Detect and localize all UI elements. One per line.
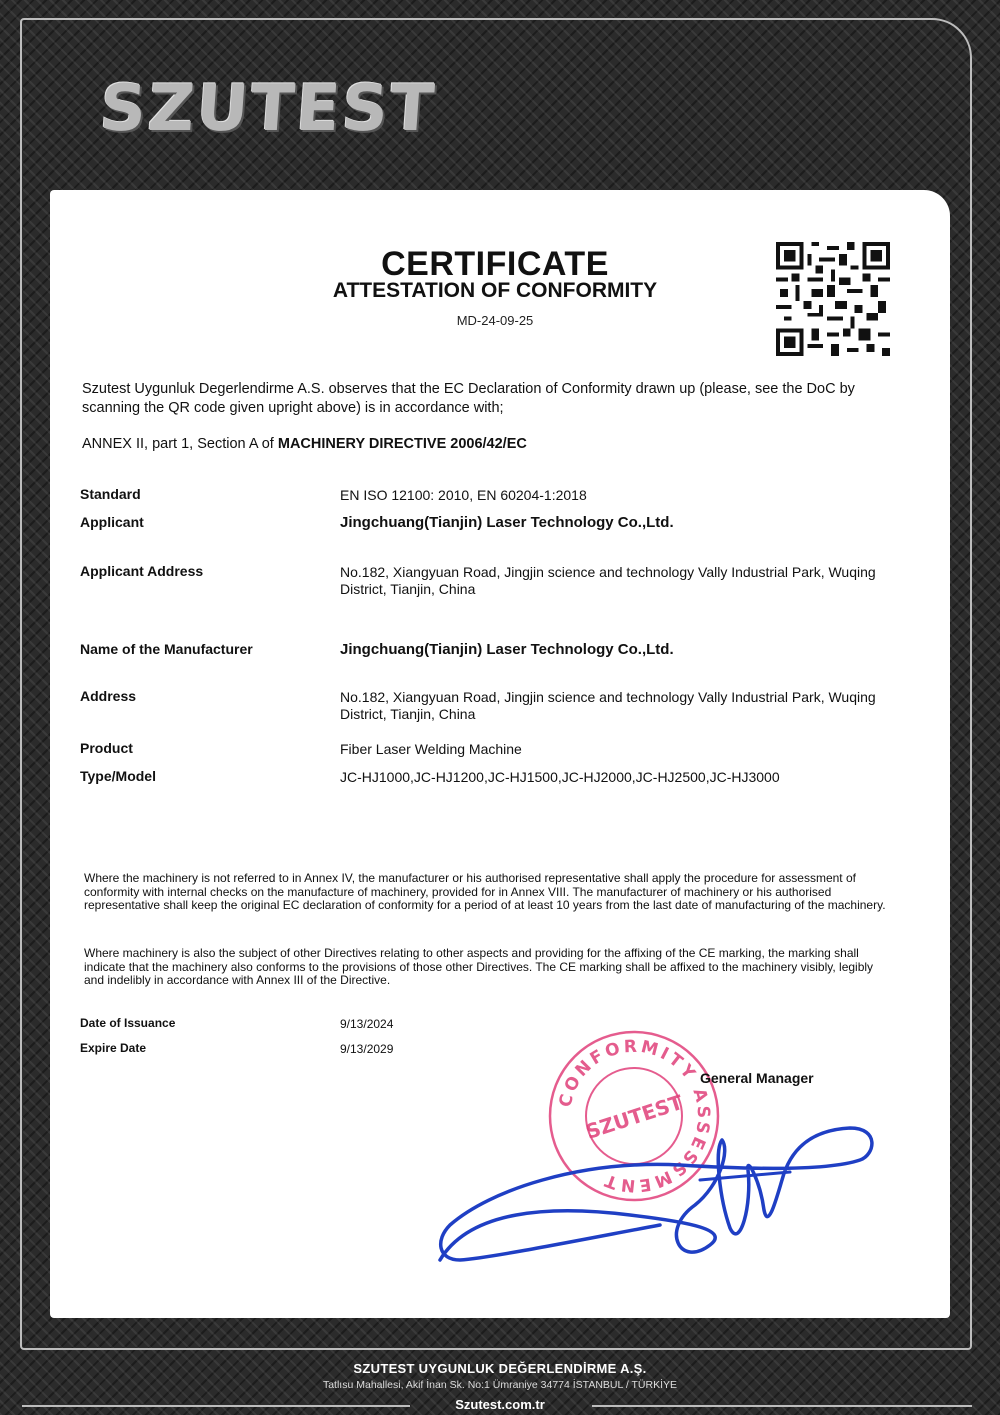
certificate-subtitle: ATTESTATION OF CONFORMITY <box>332 279 658 302</box>
footer-company: SZUTEST UYGUNLUK DEĞERLENDİRME A.Ş. <box>353 1361 647 1376</box>
standard-label: Standard <box>80 486 141 502</box>
directive-name: MACHINERY DIRECTIVE 2006/42/EC <box>277 436 527 452</box>
model-label: Type/Model <box>80 768 156 784</box>
expire-value: 9/13/2029 <box>340 1042 394 1056</box>
stamp-ring-text: CONFORMITY ASSESSMENT <box>555 1036 714 1196</box>
signature-icon <box>430 1110 880 1270</box>
intro-text: Szutest Uygunluk Degerlendirme A.S. observes that the EC Declaration of Conformity drawn up (please, see the DoC by scanning the QR code given upright above) is in accordance with; <box>82 381 855 416</box>
conformity-paragraph-1: Where the machinery is not referred to in Annex IV, the manufacturer or his authorised representative shall apply the procedure for assessment of conformity with internal checks on the manufacture of machinery, provided for in Annex VIII. The manufacturer of machinery or his authorised representative shall keep the original EC declaration of conformity for a period of at least 10 years from the last date of manufacturing of the machinery. <box>84 871 886 913</box>
applicant-address-label: Applicant Address <box>80 563 204 579</box>
footer-divider-right <box>592 1405 972 1407</box>
issuance-value: 9/13/2024 <box>340 1017 394 1031</box>
conformity-paragraph-2: Where machinery is also the subject of other Directives relating to other aspects and providing for the affixing of the CE marking, the marking shall indicate that the machinery also conforms to the provisions of those other Directives. The CE marking shall be affixed to the machinery visibly, legibly and indelibly in accordance with Annex III of the Directive. <box>84 946 874 988</box>
footer-address: Tatlısu Mahallesi, Akif İnan Sk. No:1 Ümraniye 34774 İSTANBUL / TÜRKİYE <box>322 1379 678 1391</box>
product-label: Product <box>80 740 133 756</box>
applicant-label: Applicant <box>80 514 144 530</box>
stamp-center-text: SZUTEST <box>582 1090 686 1144</box>
applicant-value: Jingchuang(Tianjin) Laser Technology Co.,Ltd. <box>340 514 674 531</box>
product-value: Fiber Laser Welding Machine <box>340 741 522 757</box>
standard-value: EN ISO 12100: 2010, EN 60204-1:2018 <box>340 487 587 503</box>
address-label: Address <box>80 688 137 704</box>
issuance-label: Date of Issuance <box>80 1016 176 1030</box>
manufacturer-label: Name of the Manufacturer <box>80 641 253 657</box>
footer-website: Szutest.com.tr <box>455 1397 545 1412</box>
signatory-title: General Manager <box>700 1070 814 1086</box>
certificate-title: CERTIFICATE <box>381 245 609 283</box>
expire-label: Expire Date <box>80 1041 147 1055</box>
applicant-address-value: No.182, Xiangyuan Road, Jingjin science and technology Vally Industrial Park, Wuqing District, Tianjin, China <box>340 564 876 597</box>
certificate-number: MD-24-09-25 <box>456 313 534 328</box>
qr-code-icon <box>776 242 890 356</box>
certificate-sheet <box>50 190 950 1318</box>
model-value: JC-HJ1000,JC-HJ1200,JC-HJ1500,JC-HJ2000,JC-HJ2500,JC-HJ3000 <box>340 769 780 785</box>
manufacturer-value: Jingchuang(Tianjin) Laser Technology Co.,Ltd. <box>340 641 674 658</box>
address-value: No.182, Xiangyuan Road, Jingjin science and technology Vally Industrial Park, Wuqing District, Tianjin, China <box>340 689 876 722</box>
szutest-logo: SZUTEST <box>97 72 439 146</box>
annex-line <box>82 436 527 452</box>
annex-prefix: ANNEX II, part 1, Section A of <box>82 436 278 452</box>
